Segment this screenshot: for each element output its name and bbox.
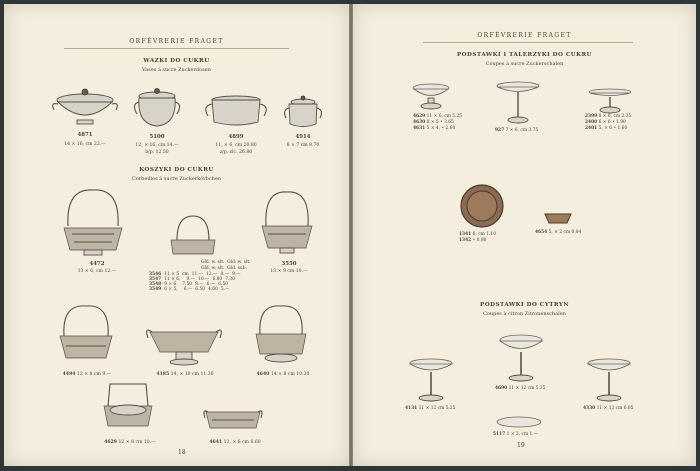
item-row: 1342 • 0.80 (459, 238, 487, 243)
item-row: 4131 11 × 12 cm 5.25 (405, 406, 456, 411)
basket-3546-series-illustration (169, 214, 217, 258)
item-row: 927 7 × 6, cm 3.75 (495, 128, 539, 133)
item-caption: 13 × 6, cm 12.— (77, 269, 117, 274)
item-number: 4472 (89, 261, 105, 267)
section-title-sugar-coupes: PODSTAWKI I TALERZYKI DO CUKRU (456, 52, 593, 58)
item-caption: 8 × 7 cm 8.70 (286, 143, 320, 148)
right-page (353, 4, 696, 466)
price-table-header-2 (201, 266, 247, 271)
item-caption: 4494 12 × 8 cm 9.— (62, 372, 112, 377)
item-number: 4871 (77, 132, 93, 138)
table-header-cell: Gld. w. slt. (227, 260, 251, 265)
lemon-coupe-4690-illustration (497, 334, 545, 384)
item-row: 4690 11 × 12 cm 5.25 (495, 386, 546, 391)
section-title-lemon-coupes: PODSTAWKI DO CYTRYN (480, 302, 569, 308)
table-header-cell: Gld. sub. (227, 266, 247, 271)
sugar-dish-4654-illustration (543, 212, 573, 226)
item-row: 2400 6 × 6 • 1.90 (585, 120, 626, 125)
item-number: 4899 (228, 134, 244, 140)
item-caption: 14 × 16, cm 22.— (64, 142, 106, 147)
section-title-sugar-bowls: WAZKI DO CUKRU (143, 58, 210, 64)
left-page (4, 4, 349, 466)
basket-4629-illustration (102, 380, 154, 434)
item-row: 5117 1 × 3, cm 1.— (493, 432, 539, 437)
sugar-bowl-5100-illustration (129, 86, 185, 128)
sugar-coupe-2399-illustration (587, 88, 633, 114)
item-caption: 4640 14 × 8 cm 10.20 (256, 372, 310, 377)
basket-4185-illustration (144, 322, 224, 368)
item-row: 2399 8 × 6, cm 2.35 (585, 114, 632, 119)
item-row: 2401 5, × 6 • 1.60 (585, 126, 628, 131)
page-number: 19 (517, 442, 525, 449)
table-header-cell: Gld. w. slt. (201, 260, 225, 265)
table-row: 3548 9 × 6 7.50 8.— 6.— 6.50 (149, 282, 229, 287)
item-caption-alt: z/p. zlc. 26.80 (219, 150, 253, 155)
right-running-header: ORFÈVRERIE FRAGET (477, 32, 572, 39)
table-row: 3549 6 × 5, 6.— 6.50 4.60 5.— (149, 287, 230, 292)
sugar-coupe-927-illustration (495, 80, 541, 124)
table-row: 3546 11 × 5 cm 11.— 12.— 8.— 9.— (149, 272, 241, 277)
section-subtitle-lemon-coupes: Coupes à citron Zitronenschalen (483, 311, 566, 317)
item-caption: 4641 12, × 6 cm 6.60 (209, 440, 261, 445)
left-running-header: ORFÈVRERIE FRAGET (129, 38, 224, 45)
price-table-header (201, 260, 251, 265)
item-caption-alt: b/p. 12.50 (145, 150, 169, 155)
item-row: 4631 5 × 4, • 2.60 (413, 126, 456, 131)
item-row: 4330 11 × 12 cm 6.85 (583, 406, 634, 411)
section-title-sugar-baskets: KOSZYKI DO CUKRU (139, 167, 214, 173)
item-row: 4630 8 × 5 • 3.65 (413, 120, 454, 125)
sugar-bowl-4871-illustration (50, 84, 120, 130)
item-row: 4629 11 × 6, cm 5.25 (413, 114, 463, 119)
section-subtitle-sugar-baskets: Corbeilles à sucre Zuckerkörbchen (131, 176, 222, 182)
section-subtitle-sugar-coupes: Coupes à sucre Zuckerschalen (485, 61, 564, 67)
sugar-plate-1341-illustration (459, 184, 505, 228)
header-rule (64, 48, 289, 49)
item-row: 1341 6, cm 1.10 (459, 232, 497, 237)
item-number: 4914 (295, 134, 311, 140)
item-caption: 12, × 16, cm 14.— (135, 143, 179, 148)
lemon-coupe-4330-illustration (585, 358, 633, 404)
item-number: 3550 (281, 261, 297, 267)
price-table (149, 272, 241, 292)
basket-4472-illustration (60, 188, 126, 258)
item-caption: 4629 12 × 8 cm 10.— (104, 440, 156, 445)
basket-4641-illustration (202, 404, 264, 436)
sugar-bowl-4899-illustration (202, 94, 270, 128)
basket-4640-illustration (252, 304, 310, 366)
item-caption: 13 × 9 cm 10.— (270, 269, 308, 274)
item-row: 4654 5, × 2 cm 0.84 (535, 230, 582, 235)
page-number: 18 (178, 449, 186, 456)
sugar-bowl-4914-illustration (280, 94, 326, 130)
sugar-coupe-4629-illustration (411, 82, 451, 112)
item-caption: 4185 14, × 10 cm 11.30 (156, 372, 214, 377)
lemon-coupe-4131-illustration (407, 358, 455, 404)
basket-4494-illustration (58, 304, 114, 366)
section-subtitle-sugar-bowls: Vases à sucre Zuckerdosen (142, 67, 211, 73)
table-row: 3547 11 × 6, 9.— 10.— 6.80 7.30 (149, 277, 236, 282)
header-rule (423, 42, 633, 43)
lemon-dish-5117-illustration (495, 416, 543, 430)
basket-3550-illustration (258, 190, 316, 258)
item-number: 5100 (149, 134, 165, 140)
item-caption: 11, × 6, cm 20.80 (215, 143, 257, 148)
table-header-cell: Gld. w. slt. (201, 266, 225, 271)
